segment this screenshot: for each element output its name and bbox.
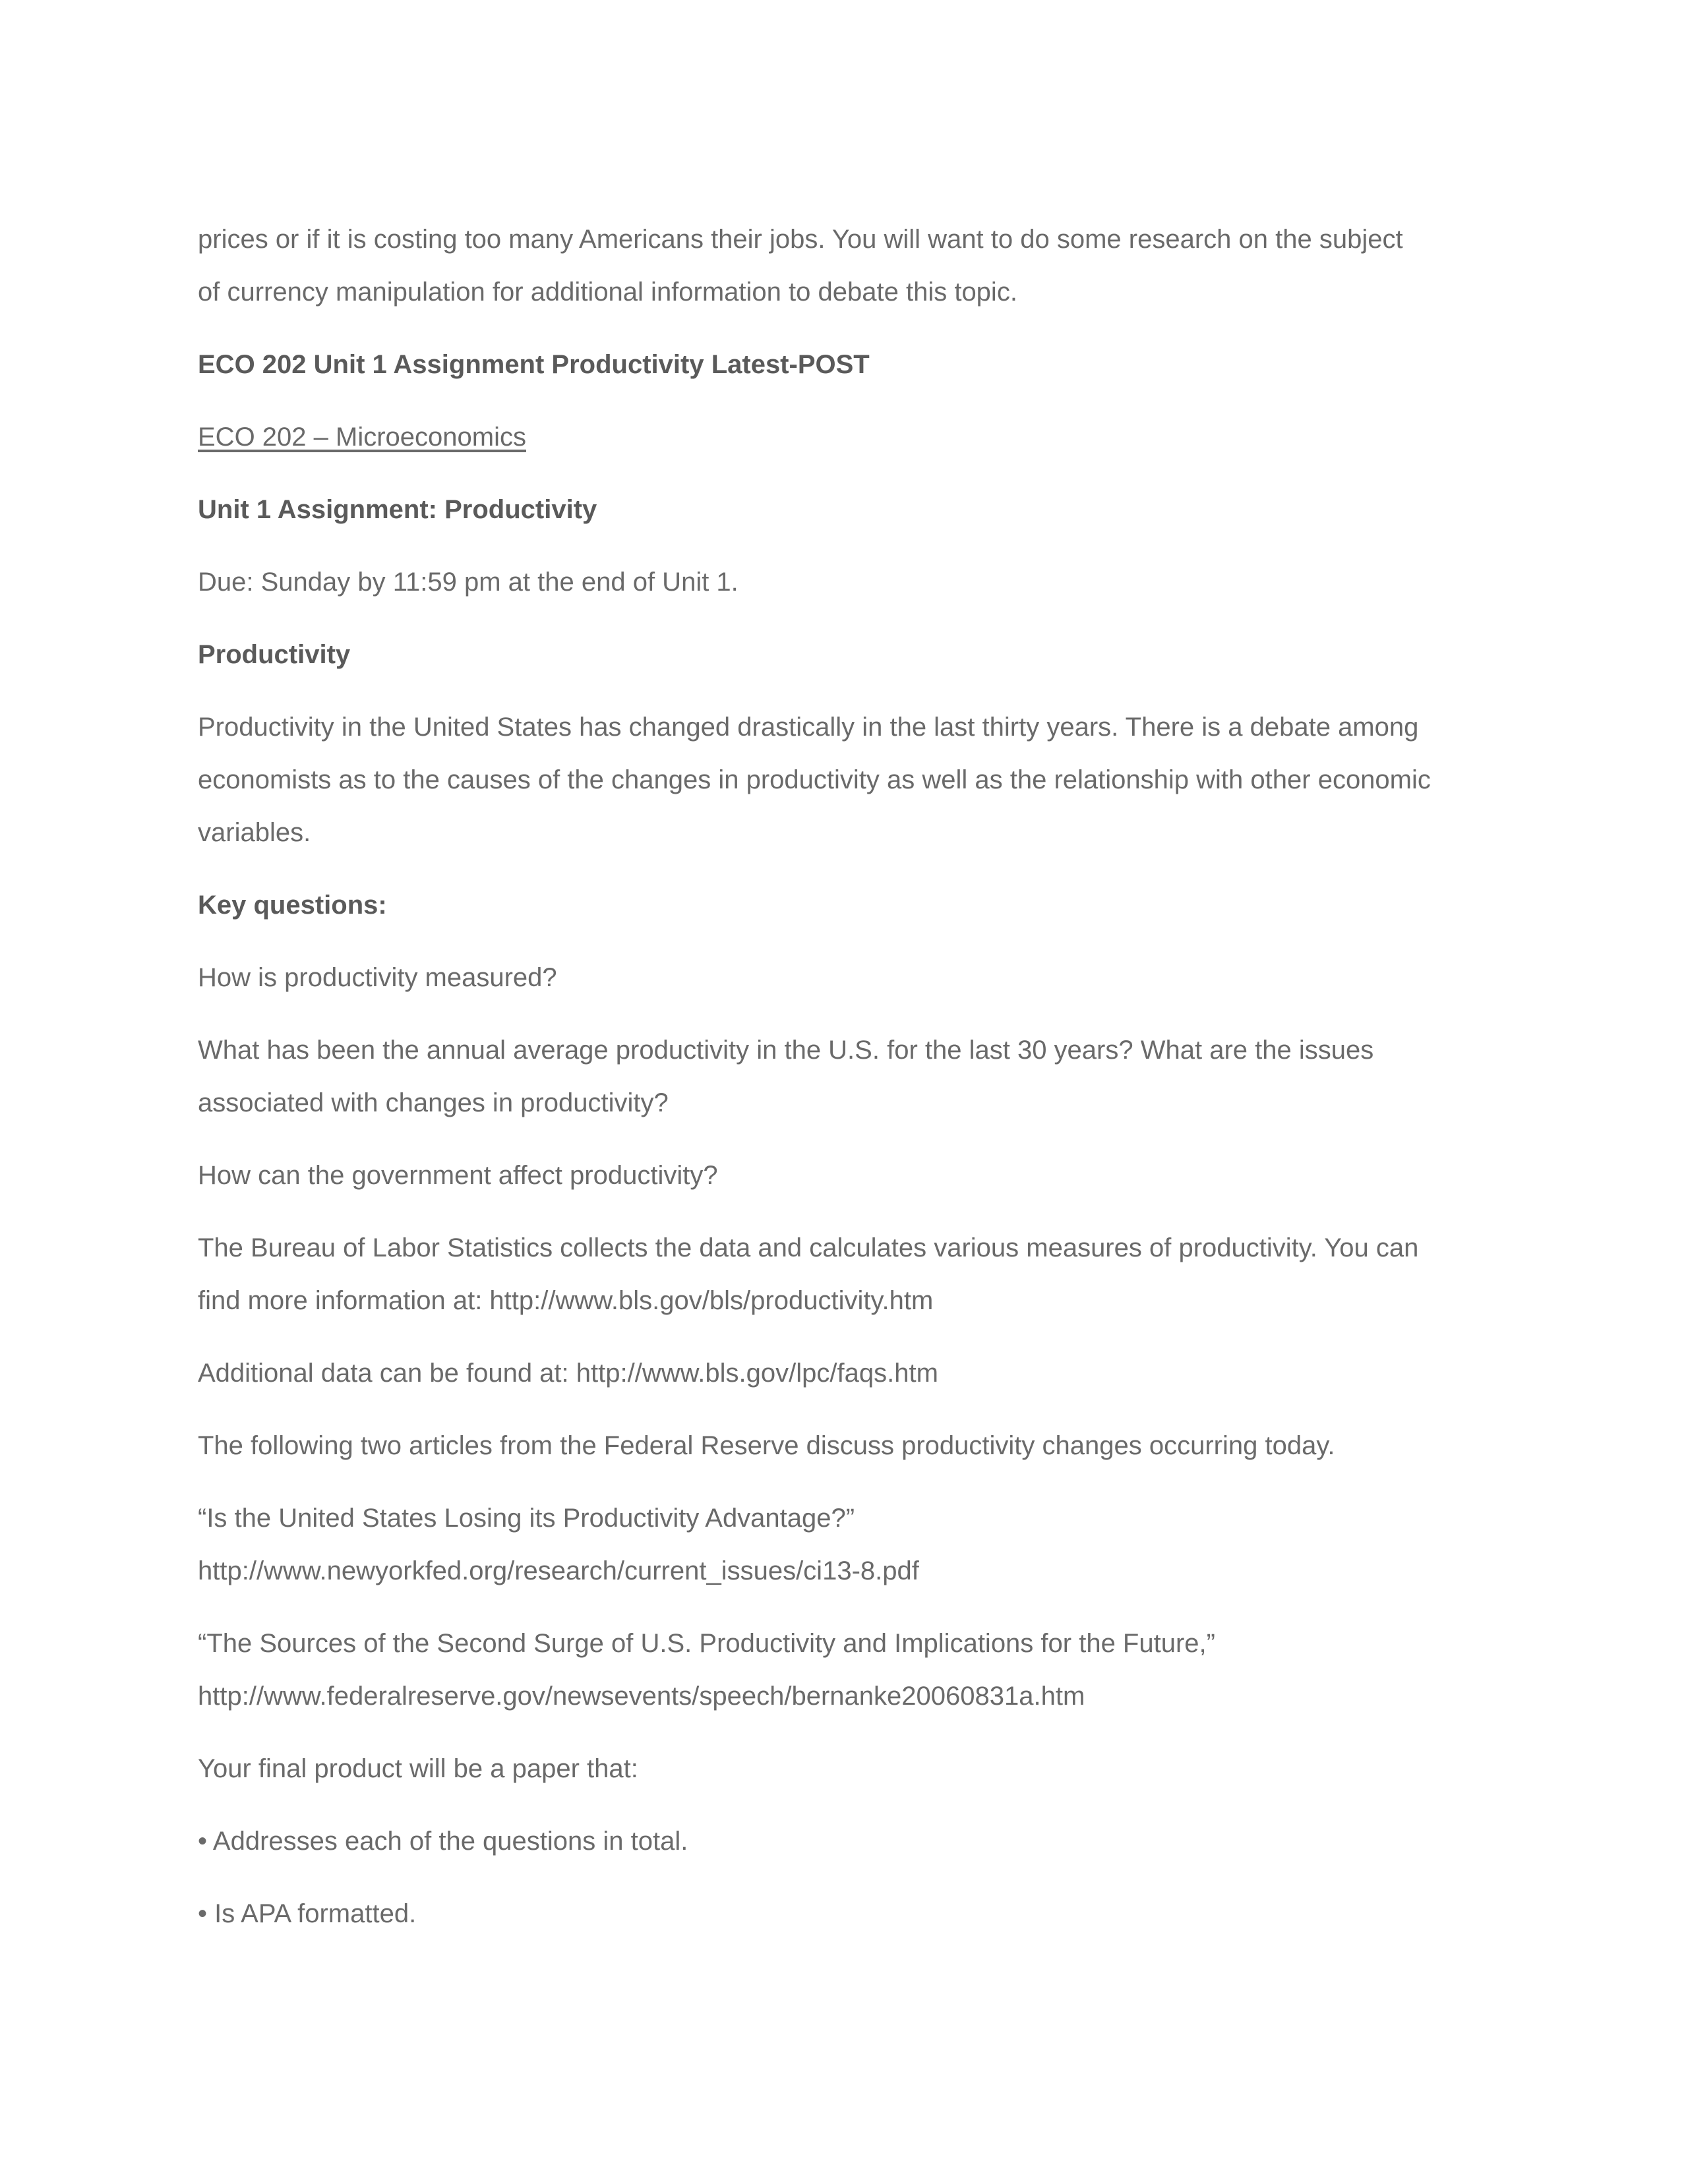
post-title: ECO 202 Unit 1 Assignment Productivity Latest-POST <box>198 350 870 379</box>
bls-paragraph <box>198 1222 1510 1327</box>
intro-line: prices or if it is costing too many Americans their jobs. You will want to do some research on the subject <box>198 225 1403 254</box>
document-body <box>198 213 1510 1960</box>
assignment-title: Unit 1 Assignment: Productivity <box>198 495 597 524</box>
bullet-item: • Addresses each of the questions in total. <box>198 1827 688 1856</box>
productivity-paragraph <box>198 701 1510 859</box>
article-title: “The Sources of the Second Surge of U.S. Productivity and Implications for the Future,” <box>198 1629 1215 1658</box>
bullet-item: • Is APA formatted. <box>198 1899 417 1928</box>
final-product-intro: Your final product will be a paper that: <box>198 1754 638 1783</box>
article-1 <box>198 1492 1510 1597</box>
question-1: How is productivity measured? <box>198 963 557 992</box>
question-line: associated with changes in productivity? <box>198 1088 669 1117</box>
paragraph-line: Productivity in the United States has changed drastically in the last thirty years. There is a debate among <box>198 713 1419 742</box>
question-3: How can the government affect productivity? <box>198 1161 718 1190</box>
article-url: http://www.newyorkfed.org/research/current_issues/ci13-8.pdf <box>198 1556 919 1585</box>
section-heading: Productivity <box>198 640 351 669</box>
intro-line: of currency manipulation for additional information to debate this topic. <box>198 278 1017 307</box>
article-title: “Is the United States Losing its Productivity Advantage?” <box>198 1504 855 1533</box>
question-2 <box>198 1024 1510 1129</box>
course-link[interactable]: ECO 202 – Microeconomics <box>198 423 526 452</box>
course-link-row <box>198 411 1510 463</box>
articles-intro: The following two articles from the Federal Reserve discuss productivity changes occurring today. <box>198 1431 1335 1460</box>
due-date: Due: Sunday by 11:59 pm at the end of Unit 1. <box>198 568 738 597</box>
intro-paragraph <box>198 213 1510 318</box>
paragraph-line: economists as to the causes of the changes in productivity as well as the relationship with other economic <box>198 765 1431 794</box>
key-questions-heading: Key questions: <box>198 891 387 920</box>
article-url: http://www.federalreserve.gov/newsevents/speech/bernanke20060831a.htm <box>198 1682 1085 1711</box>
article-2 <box>198 1617 1510 1723</box>
paragraph-line: find more information at: http://www.bls.gov/bls/productivity.htm <box>198 1286 934 1315</box>
question-line: What has been the annual average productivity in the U.S. for the last 30 years? What are the issues <box>198 1036 1374 1065</box>
additional-data: Additional data can be found at: http://www.bls.gov/lpc/faqs.htm <box>198 1359 938 1388</box>
paragraph-line: variables. <box>198 818 311 847</box>
paragraph-line: The Bureau of Labor Statistics collects the data and calculates various measures of productivity. You can <box>198 1233 1419 1262</box>
